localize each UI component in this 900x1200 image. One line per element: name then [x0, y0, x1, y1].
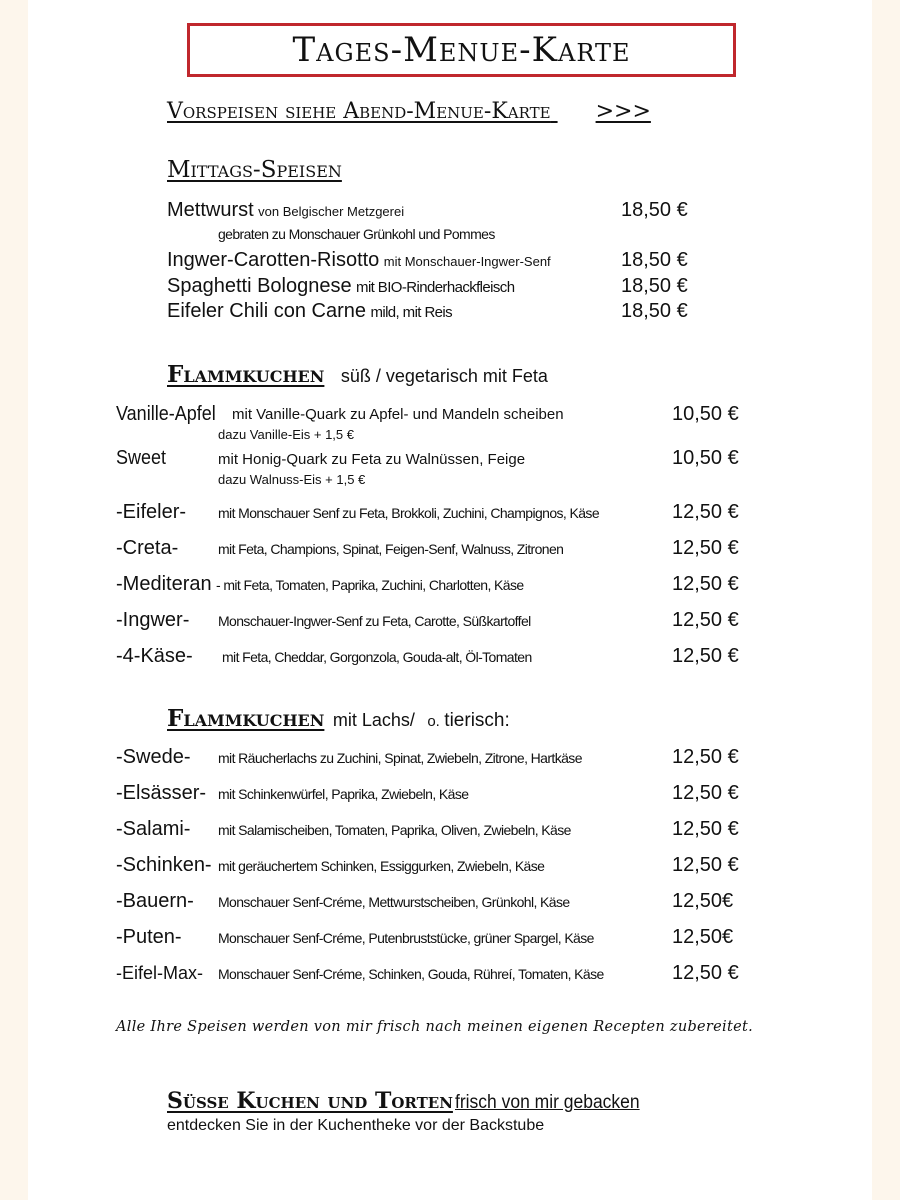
starter-note-arrow: >>> — [595, 99, 651, 124]
flamm-meat-subheading-b: o. — [427, 713, 440, 730]
flamm-veg-subheading: süß / vegetarisch mit Feta — [340, 366, 548, 386]
item-desc-extra: gebraten zu Monschauer Grünkohl und Pommes — [218, 226, 495, 242]
item-price: 12,50 € — [672, 746, 739, 768]
item-name: -4-Käse- — [116, 645, 193, 667]
item-desc: mit Monschauer Senf zu Feta, Brokkoli, Zuchini, Champignos, Käse — [218, 505, 600, 521]
flamm-veg-heading-row — [167, 361, 548, 388]
item-desc: mit Feta, Cheddar, Gorgonzola, Gouda-alt, Öl-Tomaten — [222, 649, 532, 665]
mittag-item — [167, 300, 452, 323]
menu-title: Tages-Menue-Karte — [187, 23, 736, 77]
item-name: -Salami- — [116, 818, 191, 840]
item-price: 10,50 € — [672, 403, 739, 425]
flamm-meat-heading-row — [167, 705, 510, 732]
item-price: 12,50 € — [672, 609, 739, 631]
mittag-item — [167, 275, 514, 298]
starter-note — [167, 99, 651, 124]
item-extra: dazu Vanille-Eis + 1,5 € — [218, 427, 354, 442]
item-desc: mit Monschauer-Ingwer-Senf — [383, 254, 551, 269]
cakes-heading: Süße Kuchen und Torten — [167, 1088, 453, 1114]
item-desc: mit Honig-Quark zu Feta zu Walnüssen, Feige — [218, 451, 526, 468]
item-name: -Ingwer- — [116, 609, 190, 631]
cakes-heading-row — [167, 1088, 656, 1114]
item-price: 12,50 € — [672, 501, 739, 523]
item-desc: Monschauer Senf-Créme, Schinken, Gouda, Rühreí, Tomaten, Käse — [218, 966, 604, 982]
item-desc: mit geräuchertem Schinken, Essiggurken, Zwiebeln, Käse — [218, 858, 545, 874]
cakes-note: entdecken Sie in der Kuchentheke vor der Backstube — [167, 1117, 545, 1134]
item-desc: mit Vanille-Quark zu Apfel- und Mandeln scheiben — [232, 406, 564, 423]
footnote: Alle Ihre Speisen werden von mir frisch nach meinen eigenen Recepten zubereitet. — [116, 1019, 754, 1035]
item-desc: Monschauer Senf-Créme, Mettwurstscheiben, Grünkohl, Käse — [218, 894, 570, 910]
item-desc: mit BIO-Rinderhackfleisch — [356, 279, 515, 296]
mittag-item — [167, 199, 404, 222]
item-price: 18,50 € — [621, 199, 688, 221]
item-desc: Monschauer Senf-Créme, Putenbruststücke, grüner Spargel, Käse — [218, 930, 594, 946]
item-name: Vanille-Apfel — [116, 403, 216, 425]
item-price: 12,50 € — [672, 573, 739, 595]
item-name: Mettwurst — [167, 199, 254, 221]
cakes-subheading: frisch von mir gebacken — [455, 1092, 640, 1113]
item-name: -Eifel-Max- — [116, 963, 204, 983]
item-price: 12,50 € — [672, 537, 739, 559]
starter-note-text: Vorspeisen siehe Abend-Menue-Karte — [167, 99, 551, 124]
item-name: -Mediteran — [116, 573, 212, 595]
item-name: -Eifeler- — [116, 501, 187, 523]
item-name: -Puten- — [116, 926, 182, 948]
item-price: 12,50 € — [672, 782, 739, 804]
item-price: 12,50 € — [672, 818, 739, 840]
item-desc: mild, mit Reis — [370, 304, 453, 321]
item-name: -Elsässer- — [116, 782, 207, 804]
mittag-heading: Mittags-Speisen — [167, 157, 342, 183]
item-desc: von Belgischer Metzgerei — [258, 204, 405, 219]
item-price: 12,50 € — [672, 645, 739, 667]
item-desc: Monschauer-Ingwer-Senf zu Feta, Carotte, Süßkartoffel — [218, 613, 531, 629]
item-desc: mit Feta, Champions, Spinat, Feigen-Senf, Walnuss, Zitronen — [218, 541, 564, 557]
item-name: -Bauern- — [116, 890, 194, 912]
item-name: Ingwer-Carotten-Risotto — [167, 249, 380, 271]
item-price: 12,50€ — [672, 890, 734, 912]
item-price: 18,50 € — [621, 249, 688, 271]
item-price: 12,50€ — [672, 926, 734, 948]
item-price: 10,50 € — [672, 447, 739, 469]
item-extra: dazu Walnuss-Eis + 1,5 € — [218, 472, 366, 487]
item-price: 12,50 € — [672, 962, 739, 984]
item-desc: - mit Feta, Tomaten, Paprika, Zuchini, Charlotten, Käse — [216, 577, 524, 593]
item-price: 18,50 € — [621, 300, 688, 322]
item-name: -Creta- — [116, 537, 179, 559]
item-desc: mit Schinkenwürfel, Paprika, Zwiebeln, Käse — [218, 786, 469, 802]
item-name: Spaghetti Bolognese — [167, 275, 352, 297]
item-desc: mit Salamischeiben, Tomaten, Paprika, Oliven, Zwiebeln, Käse — [218, 822, 571, 838]
flamm-meat-subheading-c: tierisch: — [444, 710, 510, 731]
flamm-veg-heading: Flammkuchen — [167, 361, 325, 388]
item-name: Sweet — [116, 447, 167, 469]
flamm-meat-heading: Flammkuchen — [167, 705, 325, 732]
item-name: Eifeler Chili con Carne — [167, 300, 366, 322]
item-desc: mit Räucherlachs zu Zuchini, Spinat, Zwiebeln, Zitrone, Hartkäse — [218, 750, 582, 766]
item-price: 12,50 € — [672, 854, 739, 876]
flamm-meat-subheading-a: mit Lachs/ — [332, 710, 415, 730]
item-price: 18,50 € — [621, 275, 688, 297]
mittag-item — [167, 249, 551, 272]
item-name: -Schinken- — [116, 854, 212, 876]
item-name: -Swede- — [116, 746, 191, 768]
